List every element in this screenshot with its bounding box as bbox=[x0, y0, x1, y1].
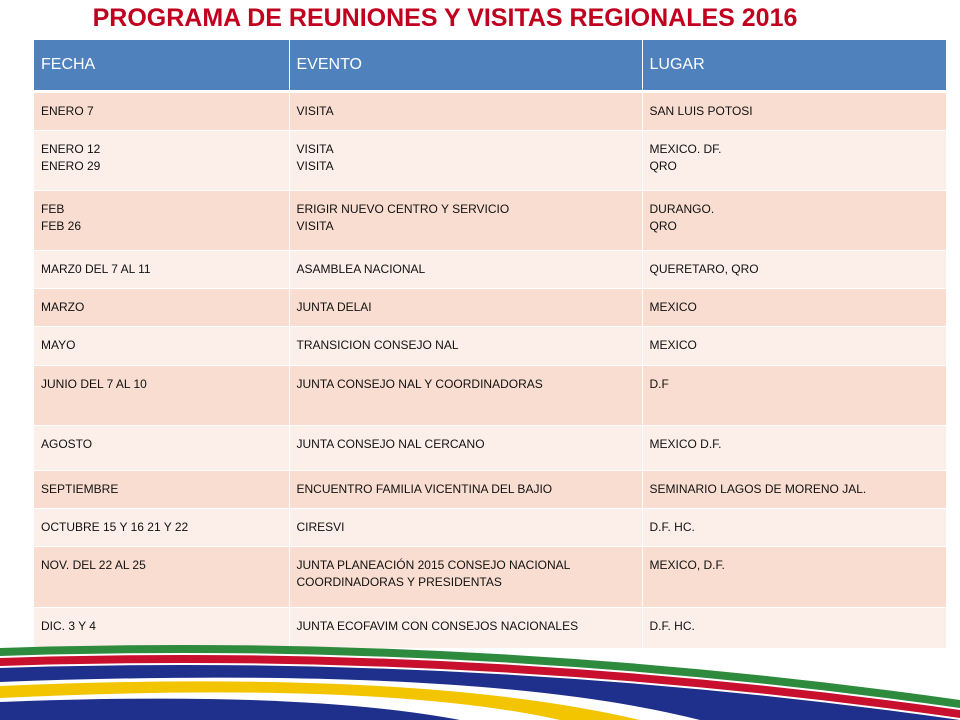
cell-evento: CIRESVI bbox=[289, 509, 642, 547]
table-row bbox=[34, 191, 946, 251]
table-header-row bbox=[34, 40, 946, 92]
cell-fecha: FEB FEB 26 bbox=[34, 191, 289, 251]
cell-evento: ASAMBLEA NACIONAL bbox=[289, 251, 642, 289]
table-row bbox=[34, 509, 946, 547]
header-lugar: LUGAR bbox=[642, 40, 946, 92]
cell-lugar: MEXICO. DF. QRO bbox=[642, 131, 946, 191]
cell-fecha: MARZO bbox=[34, 289, 289, 327]
table-row bbox=[34, 366, 946, 426]
cell-lugar: DURANGO. QRO bbox=[642, 191, 946, 251]
cell-evento: VISITA VISITA bbox=[289, 131, 642, 191]
cell-evento: JUNTA PLANEACIÓN 2015 CONSEJO NACIONAL COORDINADORAS Y PRESIDENTAS bbox=[289, 547, 642, 608]
cell-lugar: SAN LUIS POTOSI bbox=[642, 92, 946, 131]
cell-fecha: NOV. DEL 22 AL 25 bbox=[34, 547, 289, 608]
cell-lugar: SEMINARIO LAGOS DE MORENO JAL. bbox=[642, 471, 946, 509]
cell-lugar: D.F. HC. bbox=[642, 509, 946, 547]
cell-evento: VISITA bbox=[289, 92, 642, 131]
table-row bbox=[34, 327, 946, 366]
slide-title: PROGRAMA DE REUNIONES Y VISITAS REGIONALES 2016 bbox=[92, 4, 798, 32]
cell-fecha: AGOSTO bbox=[34, 426, 289, 471]
cell-lugar: MEXICO D.F. bbox=[642, 426, 946, 471]
stripe-navy-lower bbox=[0, 699, 460, 720]
decorative-stripes bbox=[0, 630, 960, 720]
cell-fecha: OCTUBRE 15 Y 16 21 Y 22 bbox=[34, 509, 289, 547]
cell-evento: JUNTA CONSEJO NAL CERCANO bbox=[289, 426, 642, 471]
cell-fecha: DIC. 3 Y 4 bbox=[34, 608, 289, 648]
cell-fecha: MARZ0 DEL 7 AL 11 bbox=[34, 251, 289, 289]
cell-lugar: D.F bbox=[642, 366, 946, 426]
header-evento: EVENTO bbox=[289, 40, 642, 92]
header-fecha: FECHA bbox=[34, 40, 289, 92]
cell-evento: TRANSICION CONSEJO NAL bbox=[289, 327, 642, 366]
cell-fecha: ENERO 7 bbox=[34, 92, 289, 131]
table-row bbox=[34, 131, 946, 191]
cell-lugar: QUERETARO, QRO bbox=[642, 251, 946, 289]
cell-evento: JUNTA DELAI bbox=[289, 289, 642, 327]
cell-evento: ENCUENTRO FAMILIA VICENTINA DEL BAJIO bbox=[289, 471, 642, 509]
table-row bbox=[34, 426, 946, 471]
table-row bbox=[34, 92, 946, 131]
cell-fecha: SEPTIEMBRE bbox=[34, 471, 289, 509]
cell-fecha: JUNIO DEL 7 AL 10 bbox=[34, 366, 289, 426]
schedule-table bbox=[34, 40, 946, 648]
cell-lugar: D.F. HC. bbox=[642, 608, 946, 648]
table-row bbox=[34, 251, 946, 289]
cell-fecha: ENERO 12 ENERO 29 bbox=[34, 131, 289, 191]
table-row bbox=[34, 289, 946, 327]
cell-lugar: MEXICO bbox=[642, 327, 946, 366]
cell-evento: JUNTA ECOFAVIM CON CONSEJOS NACIONALES bbox=[289, 608, 642, 648]
cell-lugar: MEXICO, D.F. bbox=[642, 547, 946, 608]
cell-lugar: MEXICO bbox=[642, 289, 946, 327]
table-row bbox=[34, 547, 946, 608]
cell-fecha: MAYO bbox=[34, 327, 289, 366]
table-row bbox=[34, 471, 946, 509]
cell-evento: JUNTA CONSEJO NAL Y COORDINADORAS bbox=[289, 366, 642, 426]
cell-evento: ERIGIR NUEVO CENTRO Y SERVICIO VISITA bbox=[289, 191, 642, 251]
